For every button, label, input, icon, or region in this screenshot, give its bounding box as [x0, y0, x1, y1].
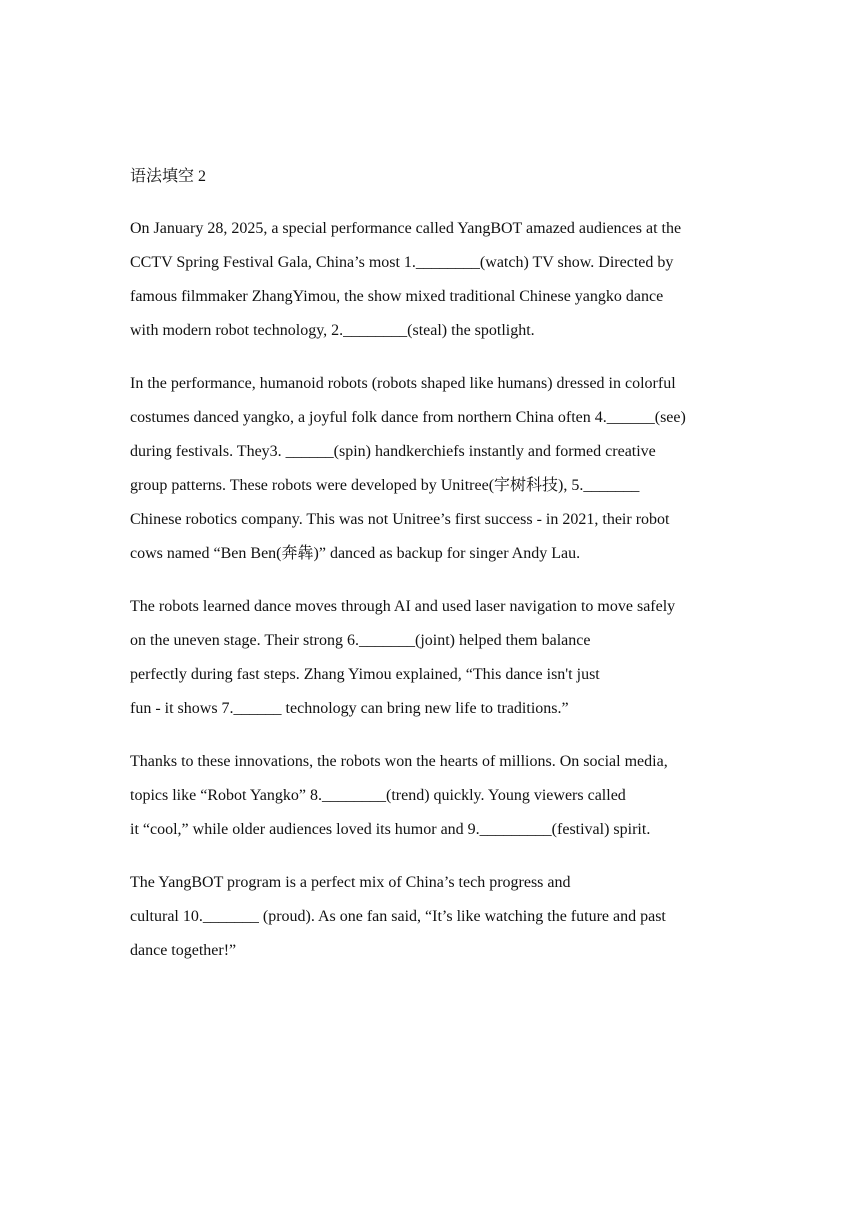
- text-line: Thanks to these innovations, the robots won the hearts of millions. On social media,: [130, 753, 668, 770]
- text-line: perfectly during fast steps. Zhang Yimou explained, “This dance isn't just: [130, 666, 600, 683]
- text-line: on the uneven stage. Their strong 6._______(joint) helped them balance: [130, 632, 591, 649]
- text-line: fun - it shows 7.______ technology can bring new life to traditions.”: [130, 700, 569, 717]
- document-content: [130, 160, 750, 987]
- text-line: The YangBOT program is a perfect mix of China’s tech progress and: [130, 874, 571, 891]
- text-line: during festivals. They3. ______(spin) handkerchiefs instantly and formed creative: [130, 443, 656, 460]
- text-line: CCTV Spring Festival Gala, China’s most 1.________(watch) TV show. Directed by: [130, 254, 674, 271]
- text-line: The robots learned dance moves through AI and used laser navigation to move safely: [130, 598, 676, 615]
- paragraph-1: [130, 212, 750, 348]
- text-line: On January 28, 2025, a special performance called YangBOT amazed audiences at the: [130, 220, 682, 237]
- paragraph-3: [130, 590, 750, 726]
- text-line: group patterns. These robots were developed by Unitree(宇树科技), 5._______: [130, 477, 640, 494]
- text-line: costumes danced yangko, a joyful folk dance from northern China often 4.______(see): [130, 409, 686, 426]
- text-line: with modern robot technology, 2.________(steal) the spotlight.: [130, 322, 535, 339]
- paragraph-2: [130, 367, 750, 571]
- text-line: topics like “Robot Yangko” 8.________(trend) quickly. Young viewers called: [130, 787, 626, 804]
- text-line: famous filmmaker ZhangYimou, the show mixed traditional Chinese yangko dance: [130, 288, 664, 305]
- text-line: In the performance, humanoid robots (robots shaped like humans) dressed in colorful: [130, 375, 676, 392]
- text-line: cultural 10._______ (proud). As one fan said, “It’s like watching the future and past: [130, 908, 666, 925]
- paragraph-4: [130, 745, 750, 847]
- document-title: 语法填空 2: [130, 168, 207, 185]
- text-line: Chinese robotics company. This was not Unitree’s first success - in 2021, their robot: [130, 511, 670, 528]
- text-line: it “cool,” while older audiences loved its humor and 9._________(festival) spirit.: [130, 821, 651, 838]
- paragraph-5: [130, 866, 750, 968]
- text-line: cows named “Ben Ben(奔犇)” danced as backup for singer Andy Lau.: [130, 545, 581, 562]
- text-line: dance together!”: [130, 942, 237, 959]
